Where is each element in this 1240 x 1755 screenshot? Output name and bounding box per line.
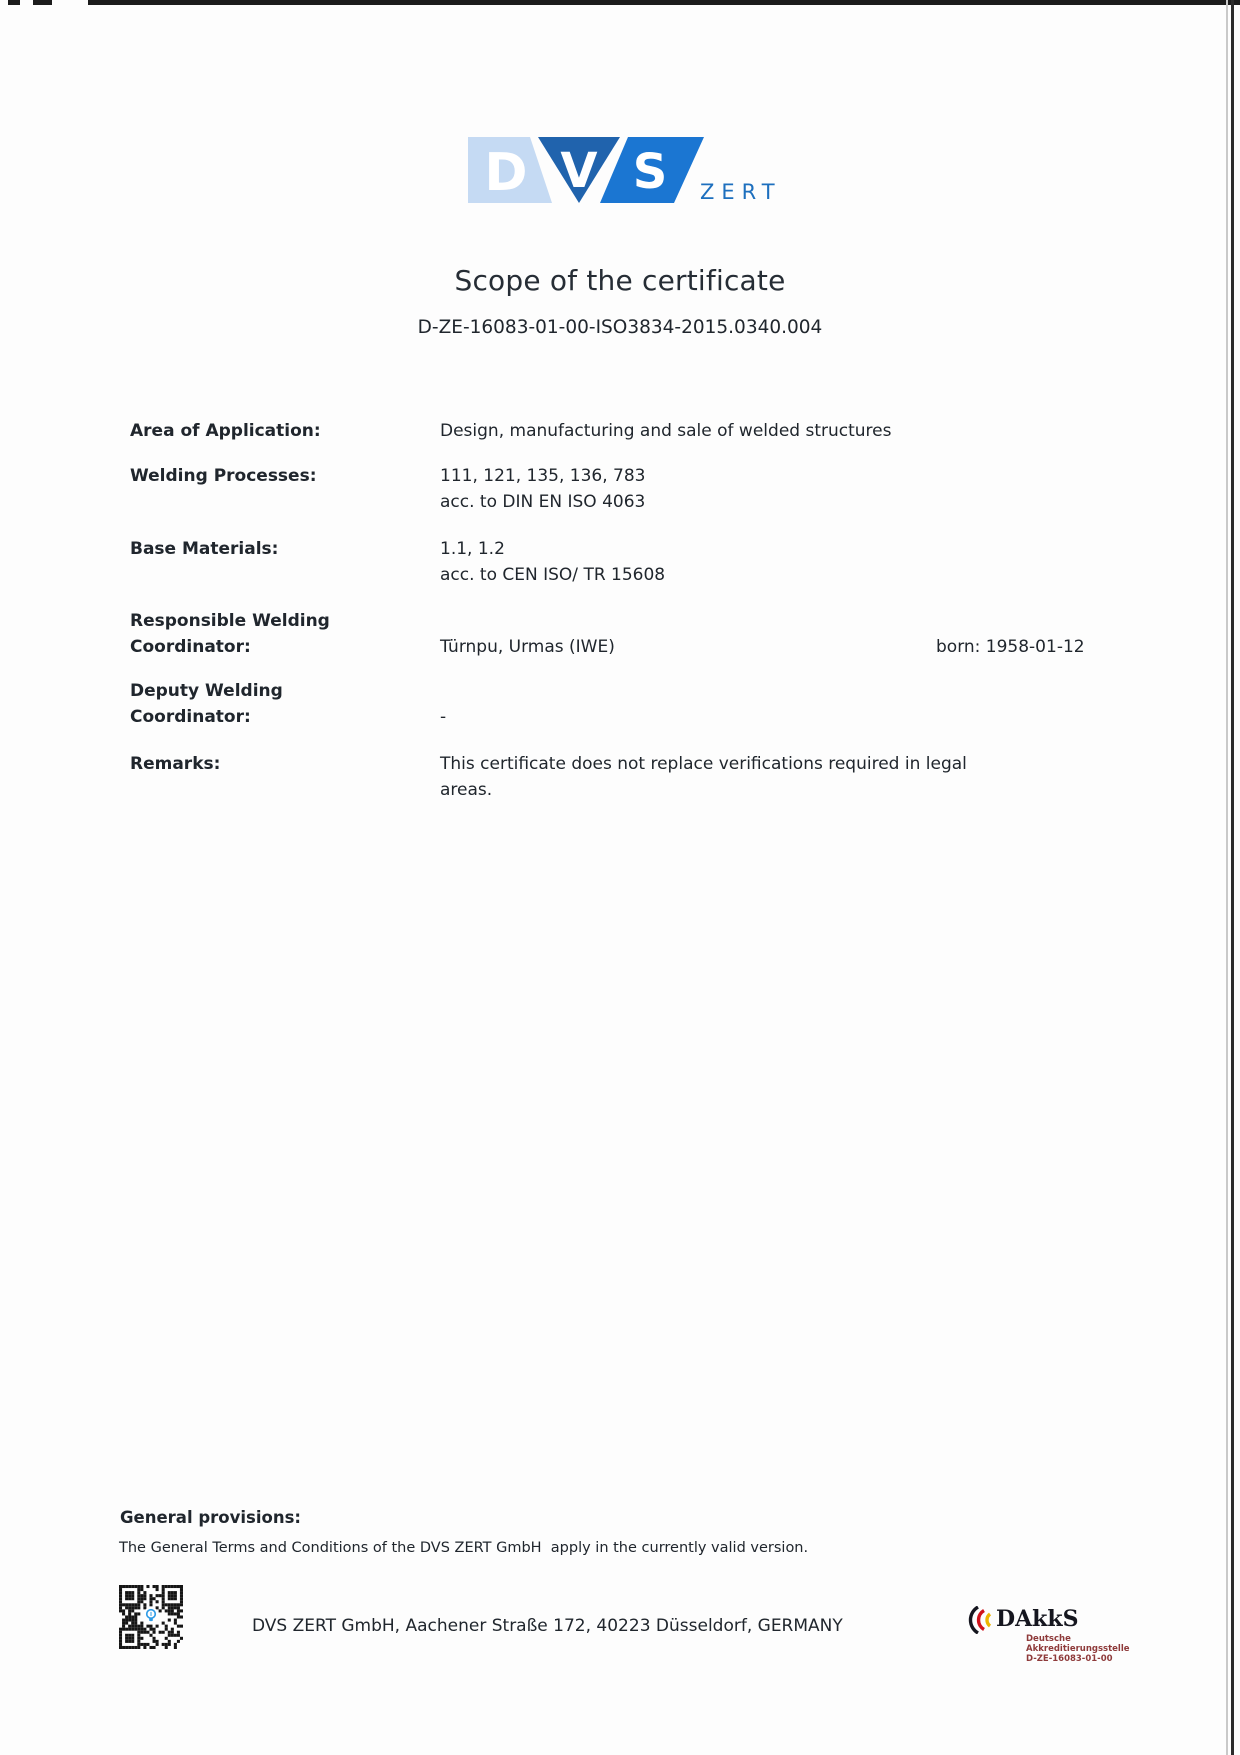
born-date: born: 1958-01-12 [936,637,1085,657]
field-label: Deputy Welding [130,681,283,701]
field-value: acc. to DIN EN ISO 4063 [440,492,646,512]
page-title: Scope of the certificate [454,264,786,297]
field-label: Responsible Welding [130,611,330,631]
field-value: Türnpu, Urmas (IWE) [440,637,615,657]
dakks-accreditation-mark [968,1606,1158,1664]
logo-letter-d: D [484,143,528,203]
field-label: Area of Application: [130,421,321,441]
field-label: Coordinator: [130,707,251,727]
field-label: Base Materials: [130,539,279,559]
dakks-subtext-line2: Akkreditierungsstelle [1026,1644,1130,1654]
field-value: 111, 121, 135, 136, 783 [440,466,646,486]
logo-letter-s: S [632,144,668,200]
logo-letter-v: V [560,143,598,199]
general-provisions-text: The General Terms and Conditions of the DVS ZERT GmbH apply in the currently valid version. [119,1540,809,1556]
field-label: Coordinator: [130,637,251,657]
dakks-subtext-line3: D-ZE-16083-01-00 [1026,1654,1113,1664]
field-value: - [440,707,447,727]
dakks-wordmark: DAkkS [996,1606,1079,1632]
certificate-number: D-ZE-16083-01-00-ISO3834-2015.0340.004 [417,317,823,338]
field-value: 1.1, 1.2 [440,539,505,559]
field-label: Welding Processes: [130,466,317,486]
dakks-subtext-line1: Deutsche [1026,1634,1071,1644]
company-address: DVS ZERT GmbH, Aachener Straße 172, 40223 Düsseldorf, GERMANY [252,1616,843,1636]
field-value: This certificate does not replace verifications required in legal [440,754,967,774]
field-value: acc. to CEN ISO/ TR 15608 [440,565,666,585]
scan-artifact-top [88,0,1240,5]
logo-zert-text: ZERT [700,180,782,204]
dakks-arcs-icon [968,1606,992,1634]
qr-code [119,1585,183,1649]
field-value: areas. [440,780,493,800]
scan-artifact-top [33,0,52,5]
scan-artifact-top [8,0,20,5]
field-value: Design, manufacturing and sale of welded structures [440,421,892,441]
general-provisions-heading: General provisions: [120,1508,302,1527]
field-label: Remarks: [130,754,221,774]
dvs-zert-logo [468,135,788,205]
